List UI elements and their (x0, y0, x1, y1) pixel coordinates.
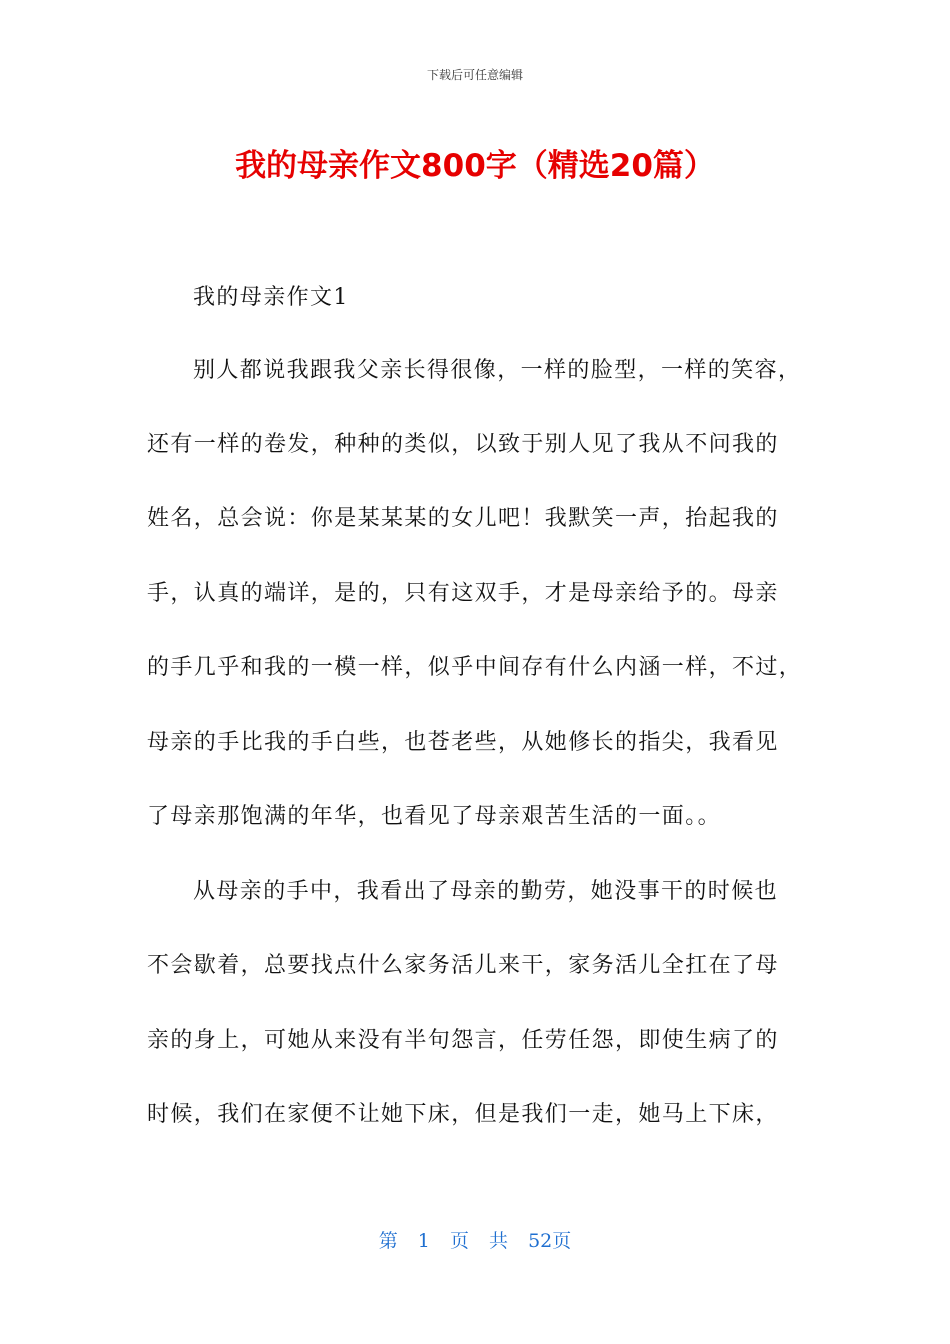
paragraph-line: 母亲的手比我的手白些，也苍老些，从她修长的指尖，我看见 (147, 730, 779, 755)
footer-page-word: 页 (449, 1230, 469, 1252)
section-heading: 我的母亲作文1 (193, 285, 349, 310)
paragraph-line: 别人都说我跟我父亲长得很像，一样的脸型，一样的笑容， (193, 358, 802, 383)
paragraph-line: 从母亲的手中，我看出了母亲的勤劳，她没事干的时候也 (193, 879, 779, 904)
paragraph-line: 姓名，总会说：你是某某某的女儿吧！我默笑一声，抬起我的 (147, 506, 779, 531)
page-footer (0, 1226, 950, 1253)
paragraph-line: 亲的身上，可她从来没有半句怨言，任劳任怨，即使生病了的 (147, 1028, 779, 1053)
footer-total-pages: 52页 (528, 1230, 572, 1252)
paragraph-line: 手，认真的端详，是的，只有这双手，才是母亲给予的。母亲 (147, 581, 779, 606)
paragraph-line: 了母亲那饱满的年华，也看见了母亲艰苦生活的一面。。 (147, 804, 722, 829)
paragraph-line: 还有一样的卷发，种种的类似，以致于别人见了我从不问我的 (147, 432, 779, 457)
header-note: 下载后可任意编辑 (426, 68, 523, 82)
footer-total-word: 共 (489, 1230, 509, 1252)
footer-current-page: 1 (417, 1230, 430, 1252)
paragraph-line: 的手几乎和我的一模一样，似乎中间存有什么内涵一样，不过， (147, 655, 803, 680)
document-title: 我的母亲作文800字（精选20篇） (235, 148, 715, 184)
footer-prefix: 第 (378, 1230, 398, 1252)
paragraph-line: 时候，我们在家便不让她下床，但是我们一走，她马上下床， (147, 1102, 779, 1127)
paragraph-line: 不会歇着，总要找点什么家务活儿来干，家务活儿全扛在了母 (147, 953, 779, 978)
